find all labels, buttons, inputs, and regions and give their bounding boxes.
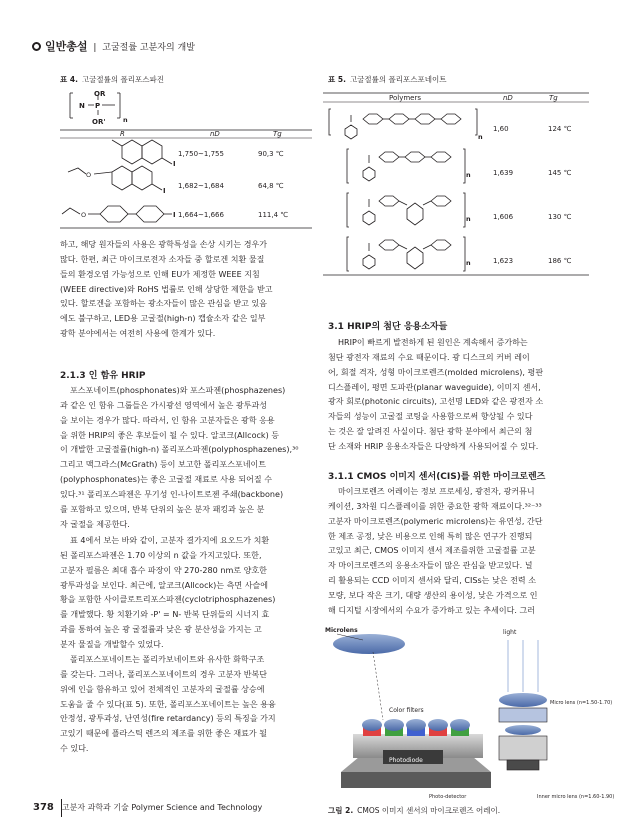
text-line: 이 개발한 고굴절률(high-n) 폴리포스파젠(polyphosphazenes),³⁰ [60,445,299,455]
label-photo-detector: Photo-detector [429,794,467,800]
text-line: 해 디지털 시장에서의 수요가 증가하고 있는 추세이다. 그러 [328,605,536,615]
p4-nd: 1,623 [493,257,514,265]
text-line: 에도 불구하고, LED용 고굴절(high-n) 캡슐소자 같은 일부 [60,314,266,324]
label-color-filters: Color filters [389,707,424,714]
p2-tg: 145 ℃ [548,169,572,177]
text-line: 어, 회절 격자, 성형 마이크로렌즈(molded microlens), 평판 [328,367,544,377]
right-para-1 [328,336,590,455]
polymer-3-structure [347,193,465,227]
label-micro-lens: Micro lens (n=1.50-1.70) [550,700,613,706]
text-line: 분자 물질을 개발할수 있었다. [60,639,164,649]
r3-oxygen: O [81,211,87,219]
text-line: 마이크로렌즈 어레이는 정보 프로세싱, 광전자, 광커뮤니 [338,487,535,496]
text-line: 를 개발했다. 황 치환기와 -P' = N- 반복 단위들의 시너지 효 [60,610,270,620]
label-microlens: Microlens [325,627,358,634]
text-line: 하고, 해당 원자들의 사용은 광학특성을 손상 시키는 경우가 [60,240,268,249]
label-photodiode: Photodiode [389,757,423,764]
table4-caption [60,74,164,85]
text-line: 단 소재와 HRIP 응용소자들은 다양하게 사용되어질 수 있다. [328,441,539,451]
polymer-4-structure [347,237,465,271]
page-header [45,38,195,54]
text-line: 들의 환경오염 가능성으로 인해 EU가 제정한 WEEE 지침 [60,269,260,279]
text-line: 를 갖는다. 그러나, 폴리포스포네이트의 경우 고분자 반복단 [60,669,268,679]
cmos-microlens-figure [323,622,615,802]
figure2-caption-text: CMOS 이미지 센서의 마이크로렌즈 어레이. [357,806,501,815]
text-line: 는 것은 잘 알려진 사실이다. 첨단 광학 분야에서 최근의 첨 [328,427,533,437]
polymer-2-structure [347,149,465,183]
left-para-3 [60,534,312,653]
r2-iodine: I [163,187,166,195]
p2-nd: 1,639 [493,169,514,177]
text-line: 첨단 광전자 재료의 수요 때문이다. 광 디스크의 커버 레이 [328,352,530,362]
p1-n: n [478,133,483,141]
left-para-2 [60,384,312,532]
text-line: 한 제조 공정, 낮은 비용으로 인해 특히 많은 연구가 진행되 [328,531,533,541]
section-heading-3-1: 3.1 HRIP의 첨단 응용소자들 [328,322,448,332]
text-line: 있다. 할로겐을 포함하는 광소자들이 많은 관심을 받고 있음 [60,299,268,309]
table4-col-tg: Tg [273,130,282,138]
text-line: 그리고 맥그라스(McGrath) 등이 보고한 폴리포스포네이트 [60,460,267,470]
p2-n: n [466,171,471,179]
p3-nd: 1,606 [493,213,514,221]
table4-col-r: R [120,130,125,138]
r1-tg: 90,3 ℃ [258,150,284,158]
text-line: 위에 인을 함유하고 있어 전체적인 고분자의 굴절률 상승에 [60,684,265,694]
table5-figure [323,87,589,277]
text-line: 고있기 때문에 플라스틱 렌즈의 제조를 위한 좋은 재료가 될 [60,729,268,739]
p4-n: n [466,259,471,267]
r1-iodine: I [173,160,176,168]
right-para-2 [328,485,590,619]
table5-caption [328,74,447,85]
table5-col-tg: Tg [549,94,558,102]
text-line: 을 보이는 경우가 많다. 따라서, 인 함유 고분자들은 광학 응용 [60,415,275,425]
table4-caption-label: 표 4. [60,75,78,84]
table5-caption-label: 표 5. [328,75,346,84]
table5-col-nd: nD [503,94,513,102]
text-line: 고분자 마이크로렌즈(polymeric microlens)는 유연성, 간단 [328,516,543,526]
text-line: 리 활용되는 CCD 이미지 센서와 달리, CISs는 낮은 전력 소 [328,576,536,586]
text-line: 많다. 한편, 최근 마이크로전자 소자들 중 할로겐 치환 물질 [60,254,265,264]
text-line: 를 포함하고 있으며, 반복 단위의 높은 분자 패킹과 높은 분 [60,504,265,514]
text-line: 광자 회로(photonic circuits), 고선명 LED와 같은 광전자 소 [328,397,544,407]
p3-tg: 130 ℃ [548,213,572,221]
text-line: 도움을 줄 수 있다(표 5). 또한, 폴리포스포네이트는 높은 용융 [60,699,276,709]
table5-caption-text: 고굴절률의 폴리포스포네이트 [349,75,447,84]
text-line: 고있고 최근, CMOS 이미지 센서 제조를위한 고굴절률 고분 [328,546,536,556]
page-footer [33,802,262,813]
footer-divider [61,799,62,817]
text-line: 광학 분야에서는 여전히 사용에 한계가 있다. [60,329,216,339]
r2-nd: 1,682~1,684 [178,182,224,190]
table5-col-polymers: Polymers [389,94,421,102]
text-line: 모량, 보다 작은 크기, 대량 생산의 용이성, 낮은 가격으로 인 [328,590,538,600]
left-para-1 [60,238,312,342]
r-group-3-structure [62,206,172,222]
text-line: 고분자 필름은 최대 흡수 파장이 약 270-280 nm로 양호한 [60,565,267,575]
text-line: 광투과성을 보인다. 최근에, 알코크(Allcock)는 측면 사슬에 [60,580,269,590]
polymer-1-structure [329,109,477,139]
struct-label-n: N [79,102,85,110]
p4-tg: 186 ℃ [548,257,572,265]
text-line: 포스포네이트(phosphonates)와 포스파젠(phosphazenes) [70,386,286,395]
left-para-4 [60,653,312,757]
text-line: 된 폴리포스파젠은 1.70 이상의 n 값을 가지고있다. 또한, [60,550,262,560]
table4-caption-text: 고굴절률의 폴리포스파진 [81,75,165,84]
struct-label-p: P [95,102,101,110]
r3-iodine: I [173,211,176,219]
text-line: 자들의 성능이 고굴절 코팅을 사용함으로써 향상될 수 있다 [328,412,533,422]
text-line: 을 위한 HRIP의 좋은 후보들이 될 수 있다. 알코크(Allcock) 등 [60,430,280,440]
text-line: 안정성, 광투과성, 난연성(fire retardancy) 등의 특징을 가지 [60,714,276,724]
text-line: 있다.³¹ 폴리포스파젠은 무기성 인-나이트로젠 주쇄(backbone) [60,489,284,499]
bullet-circle-icon [32,42,41,51]
p1-nd: 1,60 [493,125,509,133]
label-light: light [503,629,517,636]
r1-nd: 1,750~1,755 [178,150,224,158]
header-subtitle: 고굴절률 고분자의 개발 [102,43,195,53]
r2-tg: 64,8 ℃ [258,182,284,190]
label-inner-micro-lens: Inner micro lens (n=1.60-1.90) [537,794,615,800]
text-line: 케이션, 3차원 디스플레이를 위한 중요한 광학 재료이다.³²⁻³³ [328,501,542,511]
text-line: 디스플레이, 평면 도파관(planar waveguide), 이미지 센서, [328,382,541,392]
r-group-2-structure [68,166,162,190]
p1-tg: 124 ℃ [548,125,572,133]
text-line: (WEEE directive)와 RoHS 법률로 인해 상당한 제한을 받고 [60,284,273,294]
text-line: 표 4에서 보는 바와 같이, 고분자 결가지에 요오드가 치환 [70,536,270,545]
figure2-caption-label: 그림 2. [328,806,354,815]
struct-label-or-prime: OR' [92,118,106,126]
header-separator: | [93,43,97,53]
section-heading-3-1-1: 3.1.1 CMOS 이미지 센서(CIS)를 위한 마이크로렌즈 [328,472,546,482]
text-line: 황을 포함한 사이클로트리포스파젠(cyclotriphosphazenes) [60,595,276,605]
text-line: 폴리포스포네이트는 폴리카보네이트와 유사한 화학구조 [70,655,265,664]
text-line: 자 마이크로렌즈의 응용소자들이 많은 관심을 받고있다. 널 [328,561,533,571]
table4-figure [60,88,312,230]
figure2-caption [328,805,500,816]
struct-label-subscript-n: n [123,116,128,124]
page-number: 378 [33,802,54,813]
r-group-1-structure [112,140,172,164]
text-line: 과 같은 인 함유 그룹들은 가시광선 영역에서 높은 광투과성 [60,400,268,410]
text-line: HRIP이 빠르게 발전하게 된 원인은 계속해서 증가하는 [338,338,528,347]
r3-nd: 1,664~1,666 [178,211,224,219]
section-heading-2-1-3: 2.1.3 인 함유 HRIP [60,371,146,381]
header-section: 일반총설 [45,40,88,53]
journal-name: 고분자 과학과 기술 Polymer Science and Technology [61,803,263,812]
pixel-diagram [499,640,547,770]
text-line: 자 굴절을 제공한다. [60,519,130,529]
text-line: (polyphosphonates)는 좋은 고굴절 재료로 사용 되어질 수 [60,475,273,485]
r2-oxygen: O [86,171,92,179]
text-line: 수 있다. [60,744,89,754]
struct-label-or: OR [94,90,106,98]
table4-col-nd: nD [210,130,220,138]
p3-n: n [466,215,471,223]
text-line: 과를 통하여 높은 광 굴절률과 낮은 광 분산성을 가지는 고 [60,625,262,635]
r3-tg: 111,4 ℃ [258,211,289,219]
